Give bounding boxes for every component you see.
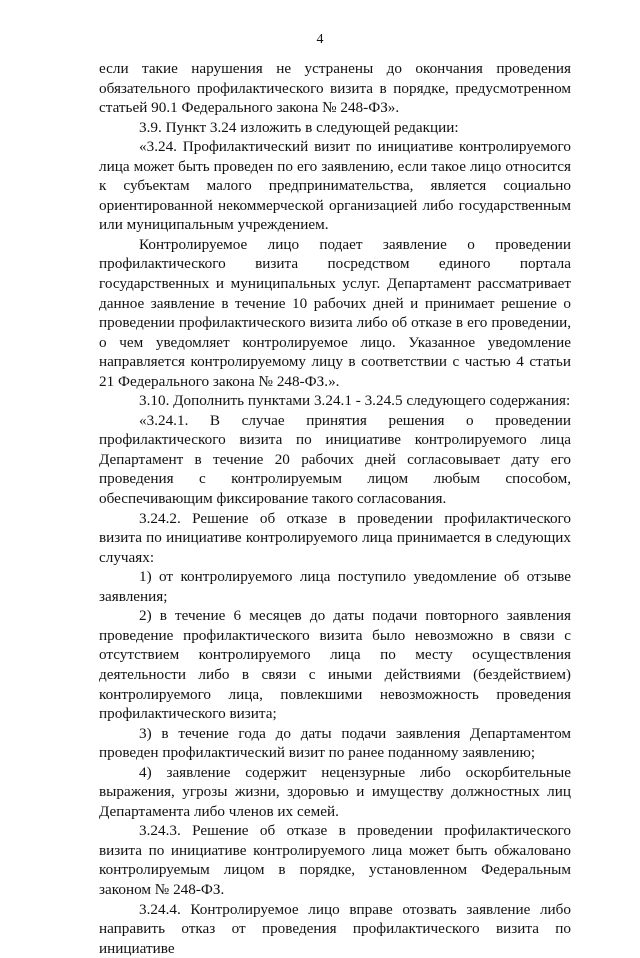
paragraph: 3.10. Дополнить пунктами 3.24.1 - 3.24.5 следующего содержания:	[139, 392, 571, 410]
document-body	[99, 59, 571, 958]
paragraph: 3.24.2. Решение об отказе в проведении профилактического визита по инициативе контролируемого лица принимается в следующих случаях:	[99, 509, 571, 566]
paragraph: «3.24. Профилактический визит по инициативе контролируемого лица может быть проведен по его заявлению, если такое лицо относится к субъектам малого предпринимательства, является социально ориентированной некоммерческой организацией либо государственным или муниципальным учреждением.	[99, 138, 571, 234]
paragraph: «3.24.1. В случае принятия решения о проведении профилактического визита по инициативе контролируемого лица Департамент в течение 20 рабочих дней согласовывает дату его проведения с контролируемым лицом любым способом, обеспечивающим фиксирование такого согласования.	[99, 411, 571, 508]
paragraph: 3.9. Пункт 3.24 изложить в следующей редакции:	[139, 118, 459, 136]
list-item: 3) в течение года до даты подачи заявления Департаментом проведен профилактический визит по ранее поданному заявлению;	[99, 724, 571, 762]
page-number: 4	[316, 32, 324, 47]
list-item: 2) в течение 6 месяцев до даты подачи повторного заявления проведение профилактического визита было невозможно в связи с отсутствием контролируемого лица по месту осуществления деятельности либо в связи с иными действиями (бездействием) контролируемого лица, повлекшими невозможность проведения профилактического визита;	[99, 607, 571, 723]
paragraph: Контролируемое лицо подает заявление о проведении профилактического визита посредством единого портала государственных и муниципальных услуг. Департамент рассматривает данное заявление в течение 10 рабочих дней и принимает решение о проведении профилактического визита либо об отказе в его проведении, о чем уведомляет контролируемое лицо. Указанное уведомление направляется контролируемому лицу в соответствии с частью 4 статьи 21 Федерального закона № 248-ФЗ.».	[99, 235, 571, 390]
list-item: 4) заявление содержит нецензурные либо оскорбительные выражения, угрозы жизни, здоровью и имуществу должностных лиц Департамента либо членов их семей.	[99, 763, 571, 820]
paragraph: если такие нарушения не устранены до окончания проведения обязательного профилактического визита в порядке, предусмотренном статьей 90.1 Федерального закона № 248-ФЗ».	[99, 60, 571, 117]
list-item: 1) от контролируемого лица поступило уведомление об отзыве заявления;	[99, 568, 571, 605]
paragraph: 3.24.3. Решение об отказе в проведении профилактического визита по инициативе контролируемого лица может быть обжаловано контролируемым лицом в порядке, установленном Федеральным законом № 248-ФЗ.	[99, 822, 571, 898]
paragraph: 3.24.4. Контролируемое лицо вправе отозвать заявление либо направить отказ от проведения профилактического визита по инициативе	[99, 900, 571, 957]
